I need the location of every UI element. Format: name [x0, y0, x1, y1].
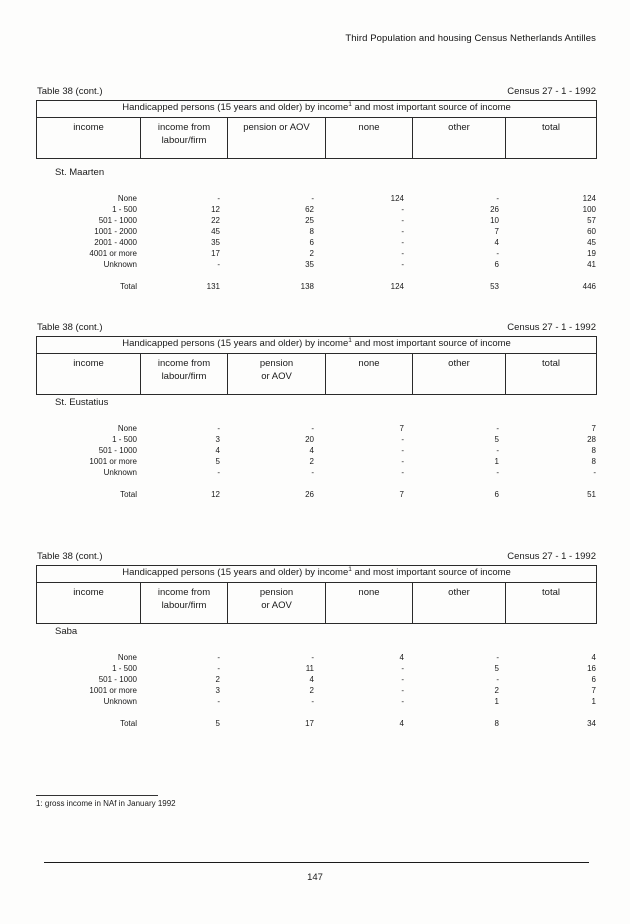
cell-value: 45: [211, 227, 220, 236]
cell-value: -: [401, 664, 404, 673]
cell-value: 2: [309, 249, 314, 258]
cell-value: -: [217, 194, 220, 203]
table-row: [36, 424, 596, 435]
cell-value: 4: [309, 675, 314, 684]
row-label: None: [117, 653, 137, 662]
table-row: [36, 468, 596, 479]
cell-value: 53: [490, 282, 499, 291]
column-header-line1: none: [358, 358, 380, 369]
cell-value: 7: [591, 424, 596, 433]
cell-value: 5: [494, 664, 499, 673]
column-header-0: [37, 118, 141, 159]
cell-value: -: [217, 424, 220, 433]
cell-value: 45: [587, 238, 596, 247]
row-label: Total: [120, 282, 137, 291]
cell-value: 2: [215, 675, 220, 684]
cell-value: -: [311, 424, 314, 433]
row-label: Total: [120, 719, 137, 728]
row-label: Unknown: [103, 468, 137, 477]
column-header-1: [141, 354, 228, 395]
census-table-block: [36, 86, 596, 291]
cell-value: -: [496, 653, 499, 662]
cell-value: 51: [587, 490, 596, 499]
column-header-line2: or AOV: [261, 370, 292, 382]
cell-value: 8: [494, 719, 499, 728]
cell-value: 5: [215, 457, 220, 466]
cell-value: -: [401, 675, 404, 684]
cell-value: -: [217, 468, 220, 477]
census-table: [36, 100, 597, 159]
cell-value: 3: [215, 435, 220, 444]
cell-value: 2: [494, 686, 499, 695]
column-header-line2: or AOV: [261, 599, 292, 611]
cell-value: 35: [305, 260, 314, 269]
column-header-line1: income from: [157, 122, 211, 133]
table-caption-left: Table 38 (cont.): [37, 322, 103, 333]
table-caption: [36, 322, 596, 336]
cell-value: -: [496, 249, 499, 258]
row-label: 1 - 500: [112, 664, 137, 673]
cell-value: 138: [300, 282, 314, 291]
cell-value: 7: [399, 424, 404, 433]
table-row: [36, 260, 596, 271]
row-label: 501 - 1000: [98, 675, 137, 684]
cell-value: 4: [215, 446, 220, 455]
cell-value: 4: [399, 653, 404, 662]
column-header-0: [37, 583, 141, 624]
cell-value: 446: [582, 282, 596, 291]
table-title-suffix: and most important source of income: [351, 567, 511, 578]
table-title-prefix: Handicapped persons (15 years and older) by income: [122, 567, 349, 578]
column-header-1: [141, 118, 228, 159]
cell-value: 124: [582, 194, 596, 203]
column-header-5: [506, 583, 597, 624]
row-label: None: [117, 194, 137, 203]
census-table: [36, 336, 597, 395]
row-label: 501 - 1000: [98, 216, 137, 225]
cell-value: -: [496, 194, 499, 203]
row-label: Unknown: [103, 697, 137, 706]
table-caption-right: Census 27 - 1 - 1992: [507, 322, 596, 333]
column-header-line1: income: [73, 122, 104, 133]
cell-value: -: [401, 697, 404, 706]
cell-value: 124: [390, 282, 404, 291]
cell-value: 7: [591, 686, 596, 695]
cell-value: 16: [587, 664, 596, 673]
cell-value: 6: [494, 260, 499, 269]
column-header-4: [413, 354, 506, 395]
table-caption-left: Table 38 (cont.): [37, 551, 103, 562]
column-header-line1: other: [448, 122, 470, 133]
row-label: Unknown: [103, 260, 137, 269]
cell-value: -: [496, 446, 499, 455]
column-header-5: [506, 118, 597, 159]
table-title-footnote-marker: 1: [348, 336, 352, 344]
table-total-row: [36, 282, 596, 293]
cell-value: -: [311, 653, 314, 662]
column-header-line1: other: [448, 587, 470, 598]
cell-value: -: [311, 468, 314, 477]
cell-value: 26: [490, 205, 499, 214]
cell-value: 8: [591, 446, 596, 455]
table-row: [36, 653, 596, 664]
cell-value: 17: [211, 249, 220, 258]
running-header: Third Population and housing Census Netherlands Antilles: [345, 33, 596, 44]
column-header-line1: pension: [259, 587, 294, 598]
column-header-4: [413, 118, 506, 159]
census-table-block: [36, 551, 596, 728]
column-header-line2: labour/firm: [161, 134, 207, 146]
table-row: [36, 457, 596, 468]
cell-value: 12: [211, 205, 220, 214]
cell-value: -: [496, 675, 499, 684]
column-header-line1: total: [542, 358, 561, 369]
column-header-line1: income: [73, 587, 104, 598]
cell-value: 6: [309, 238, 314, 247]
cell-value: -: [401, 446, 404, 455]
table-row: [36, 249, 596, 260]
table-row: [36, 194, 596, 205]
cell-value: 3: [215, 686, 220, 695]
cell-value: -: [401, 205, 404, 214]
table-row: [36, 675, 596, 686]
cell-value: 4: [309, 446, 314, 455]
cell-value: 8: [591, 457, 596, 466]
cell-value: 25: [305, 216, 314, 225]
table-row: [36, 686, 596, 697]
cell-value: 62: [305, 205, 314, 214]
table-title-suffix: and most important source of income: [351, 102, 511, 113]
cell-value: -: [217, 697, 220, 706]
row-label: 1 - 500: [112, 435, 137, 444]
cell-value: 2: [309, 686, 314, 695]
region-label: St. Eustatius: [55, 397, 109, 408]
column-header-line1: pension: [259, 358, 294, 369]
row-label: 1001 or more: [89, 457, 137, 466]
table-caption: [36, 551, 596, 565]
cell-value: -: [401, 457, 404, 466]
table-title-footnote-marker: 1: [348, 565, 352, 573]
table-caption-right: Census 27 - 1 - 1992: [507, 86, 596, 97]
cell-value: 35: [211, 238, 220, 247]
cell-value: -: [401, 227, 404, 236]
table-title-prefix: Handicapped persons (15 years and older) by income: [122, 338, 349, 349]
row-label: 501 - 1000: [98, 446, 137, 455]
cell-value: 8: [309, 227, 314, 236]
column-header-3: [326, 583, 413, 624]
table-title-prefix: Handicapped persons (15 years and older) by income: [122, 102, 349, 113]
cell-value: -: [401, 249, 404, 258]
region-label: Saba: [55, 626, 78, 637]
cell-value: -: [496, 468, 499, 477]
cell-value: 2: [309, 457, 314, 466]
footnote-rule: [36, 795, 158, 796]
table-row: [36, 238, 596, 249]
row-label: 1 - 500: [112, 205, 137, 214]
cell-value: 1: [494, 457, 499, 466]
table-row: [36, 227, 596, 238]
row-label: 1001 or more: [89, 686, 137, 695]
cell-value: 5: [494, 435, 499, 444]
table-title: [37, 337, 597, 354]
cell-value: 4: [494, 238, 499, 247]
column-header-line1: income from: [157, 358, 211, 369]
cell-value: 11: [305, 664, 314, 673]
cell-value: 26: [305, 490, 314, 499]
column-header-3: [326, 354, 413, 395]
table-row: [36, 205, 596, 216]
cell-value: 4: [399, 719, 404, 728]
cell-value: 1: [591, 697, 596, 706]
cell-value: -: [401, 435, 404, 444]
cell-value: -: [311, 697, 314, 706]
cell-value: 6: [494, 490, 499, 499]
column-header-2: [228, 354, 326, 395]
cell-value: 22: [211, 216, 220, 225]
cell-value: 57: [587, 216, 596, 225]
footnote-text: 1: gross income in NAf in January 1992: [36, 799, 176, 808]
cell-value: 7: [399, 490, 404, 499]
table-row: [36, 664, 596, 675]
table-caption-right: Census 27 - 1 - 1992: [507, 551, 596, 562]
row-label: 2001 - 4000: [94, 238, 137, 247]
row-label: None: [117, 424, 137, 433]
cell-value: -: [401, 238, 404, 247]
cell-value: -: [311, 194, 314, 203]
column-header-line2: labour/firm: [161, 599, 207, 611]
cell-value: 34: [587, 719, 596, 728]
cell-value: 10: [490, 216, 499, 225]
table-title: [37, 566, 597, 583]
column-header-line1: income from: [157, 587, 211, 598]
table-total-row: [36, 719, 596, 730]
page-number: 147: [307, 872, 323, 883]
column-header-1: [141, 583, 228, 624]
cell-value: 60: [587, 227, 596, 236]
column-header-line1: none: [358, 587, 380, 598]
census-table: [36, 565, 597, 624]
column-header-2: [228, 583, 326, 624]
column-header-line1: total: [542, 122, 561, 133]
cell-value: -: [593, 468, 596, 477]
cell-value: 12: [211, 490, 220, 499]
row-label: 1001 - 2000: [94, 227, 137, 236]
cell-value: -: [401, 260, 404, 269]
cell-value: 17: [305, 719, 314, 728]
column-header-line1: income: [73, 358, 104, 369]
cell-value: -: [401, 216, 404, 225]
cell-value: 28: [587, 435, 596, 444]
table-total-row: [36, 490, 596, 501]
table-title: [37, 101, 597, 118]
cell-value: 19: [587, 249, 596, 258]
column-header-line2: labour/firm: [161, 370, 207, 382]
cell-value: -: [401, 686, 404, 695]
table-caption: [36, 86, 596, 100]
column-header-line1: total: [542, 587, 561, 598]
cell-value: -: [217, 260, 220, 269]
table-caption-left: Table 38 (cont.): [37, 86, 103, 97]
table-row: [36, 216, 596, 227]
row-label: Total: [120, 490, 137, 499]
table-row: [36, 435, 596, 446]
cell-value: 124: [390, 194, 404, 203]
table-title-footnote-marker: 1: [348, 100, 352, 108]
cell-value: 100: [582, 205, 596, 214]
cell-value: -: [217, 653, 220, 662]
column-header-line1: other: [448, 358, 470, 369]
table-title-suffix: and most important source of income: [351, 338, 511, 349]
row-label: 4001 or more: [89, 249, 137, 258]
cell-value: -: [217, 664, 220, 673]
cell-value: 7: [494, 227, 499, 236]
region-label: St. Maarten: [55, 167, 105, 178]
cell-value: -: [401, 468, 404, 477]
column-header-5: [506, 354, 597, 395]
column-header-3: [326, 118, 413, 159]
column-header-2: [228, 118, 326, 159]
cell-value: -: [496, 424, 499, 433]
column-header-line1: pension or AOV: [243, 122, 310, 133]
table-row: [36, 446, 596, 457]
cell-value: 20: [305, 435, 314, 444]
census-table-block: [36, 322, 596, 499]
table-row: [36, 697, 596, 708]
cell-value: 1: [494, 697, 499, 706]
column-header-0: [37, 354, 141, 395]
column-header-4: [413, 583, 506, 624]
footer-rule: [44, 862, 589, 863]
cell-value: 6: [591, 675, 596, 684]
cell-value: 41: [587, 260, 596, 269]
column-header-line1: none: [358, 122, 380, 133]
cell-value: 4: [591, 653, 596, 662]
cell-value: 5: [215, 719, 220, 728]
cell-value: 131: [206, 282, 220, 291]
